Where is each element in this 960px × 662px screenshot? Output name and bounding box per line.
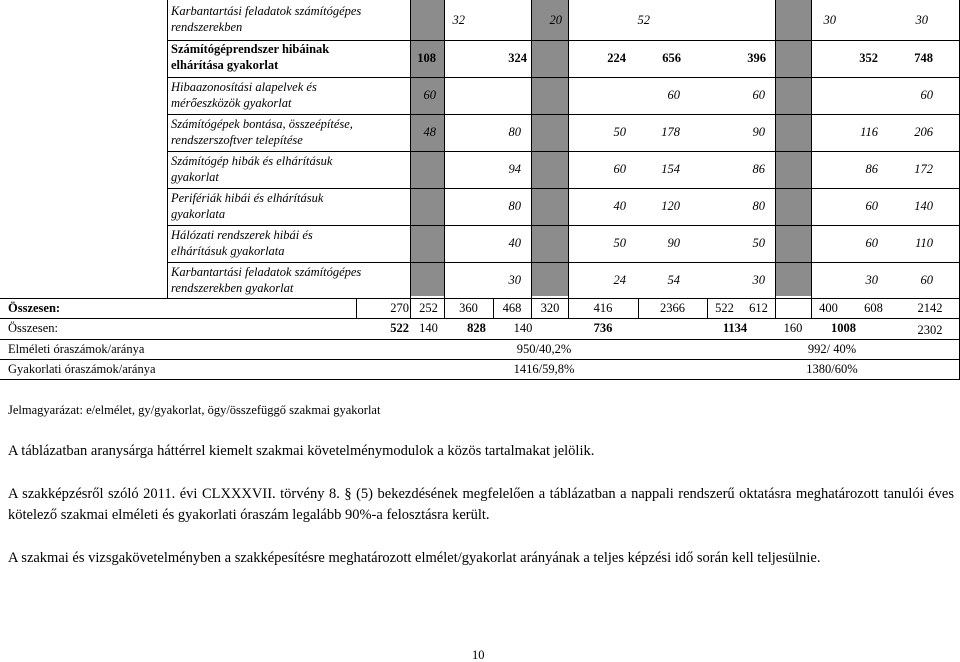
cell-value: 324 [508,51,527,65]
cell-value: 30 [752,273,765,287]
cell-value: 748 [914,51,933,65]
cell-value: 140 [914,199,933,213]
cell-value: 116 [860,125,878,139]
total-value: 320 [540,301,560,315]
subject-label: Számítógép hibák és elhárításuk gyakorlat [171,154,333,184]
total-value: 360 [459,301,478,315]
gray-column [775,0,811,296]
cell-value: 206 [914,125,933,139]
total-value: 252 [419,301,438,315]
cell-value: 86 [865,162,878,176]
subject-label: Karbantartási feladatok számítógépes rendszerekben [171,4,362,34]
cell-value: 90 [752,125,765,139]
theory-right-value: 992/ 40% [807,342,857,356]
cell-value: 48 [423,125,436,139]
total-value: 828 [467,321,486,335]
total-value: 400 [819,301,838,315]
cell-value: 30 [915,13,928,27]
cell-value: 60 [667,88,680,102]
totals-label: Összesen: [8,301,61,315]
subject-label: Hibaazonosítási alapelvek és mérőeszközök gyakorlat [171,80,317,110]
total-value: 140 [419,321,438,335]
practice-label: Gyakorlati óraszámok/aránya [8,362,156,376]
cell-value: 24 [613,273,626,287]
total-value: 416 [593,301,613,315]
cell-value: 30 [823,13,836,27]
cell-value: 50 [613,125,626,139]
total-value: 2142 [917,301,943,315]
cell-value: 120 [661,199,680,213]
total-value: 522 [715,301,734,315]
total-value: 468 [502,301,522,315]
cell-value: 32 [452,13,465,27]
cell-value: 30 [508,273,521,287]
legend-text: Jelmagyarázat: e/elmélet, gy/gyakorlat, ögy/összefüggő szakmai gyakorlat [8,403,381,417]
cell-value: 108 [417,51,436,65]
cell-value: 224 [607,51,626,65]
subject-label: Karbantartási feladatok számítógépes rendszerekben gyakorlat [171,265,362,295]
total-value: 608 [864,301,883,315]
theory-left-value: 950/40,2% [516,342,572,356]
total-value: 2302 [917,323,943,337]
cell-value: 40 [508,236,521,250]
total-value: 736 [593,321,613,335]
cell-value: 396 [747,51,766,65]
total-value: 612 [749,301,768,315]
practice-left-value: 1416/59,8% [513,362,575,376]
practice-right-value: 1380/60% [806,362,858,376]
paragraph: A táblázatban aranysárga háttérrel kiemelt szakmai követelménymodulok a közös tartalmakat jelölik. [8,443,595,459]
total-value: 522 [390,321,409,335]
total-value: 140 [513,321,533,335]
cell-value: 60 [865,199,878,213]
paragraph: A szakképzésről szóló 2011. évi CLXXXVII. törvény 8. § (5) bekezdésének megfelelően a táblázatban a nappali rendszerű oktatásra meghatározott tanulói éves kötelező szakmai elméleti és gyakorlati óraszám legalább 90%-a felosztásra került. [8,486,954,523]
cell-value: 656 [662,51,681,65]
cell-value: 60 [613,162,626,176]
cell-value: 60 [865,236,878,250]
cell-value: 60 [423,88,436,102]
cell-value: 172 [914,162,933,176]
subject-label: Perifériák hibái és elhárításuk gyakorlata [171,191,324,221]
cell-value: 110 [915,236,933,250]
cell-value: 80 [752,199,765,213]
total-value: 1008 [831,321,856,335]
cell-value: 60 [920,88,933,102]
subject-label: Számítógépek bontása, összeépítése, rendszerszoftver telepítése [171,117,353,147]
cell-value: 60 [920,273,933,287]
cell-value: 40 [613,199,626,213]
subject-label: Számítógéprendszer hibáinak elhárítása gyakorlat [171,42,330,72]
total-value: 160 [783,321,803,335]
cell-value: 94 [508,162,521,176]
page-number: 10 [472,648,485,662]
cell-value: 30 [865,273,878,287]
theory-label: Elméleti óraszámok/aránya [8,342,145,356]
cell-value: 20 [549,13,562,27]
cell-value: 86 [752,162,765,176]
subject-label: Hálózati rendszerek hibái és elhárításuk gyakorlata [171,228,313,258]
gray-column [411,0,444,296]
total-value: 270 [390,301,409,315]
paragraph: A szakmai és vizsgakövetelményben a szakképesítésre meghatározott elmélet/gyakorlat arányának a teljes képzési idő során kell teljesülnie. [8,550,821,566]
cell-value: 80 [508,199,521,213]
cell-value: 80 [508,125,521,139]
cell-value: 54 [667,273,680,287]
cell-value: 352 [859,51,878,65]
gray-column [531,0,568,296]
cell-value: 50 [613,236,626,250]
total-value: 1134 [722,321,748,335]
cell-value: 154 [661,162,680,176]
cell-value: 52 [637,13,650,27]
total-value: 2366 [660,301,685,315]
totals-label: Összesen: [8,321,58,335]
cell-value: 50 [752,236,765,250]
cell-value: 178 [661,125,680,139]
cell-value: 60 [752,88,765,102]
cell-value: 90 [667,236,680,250]
